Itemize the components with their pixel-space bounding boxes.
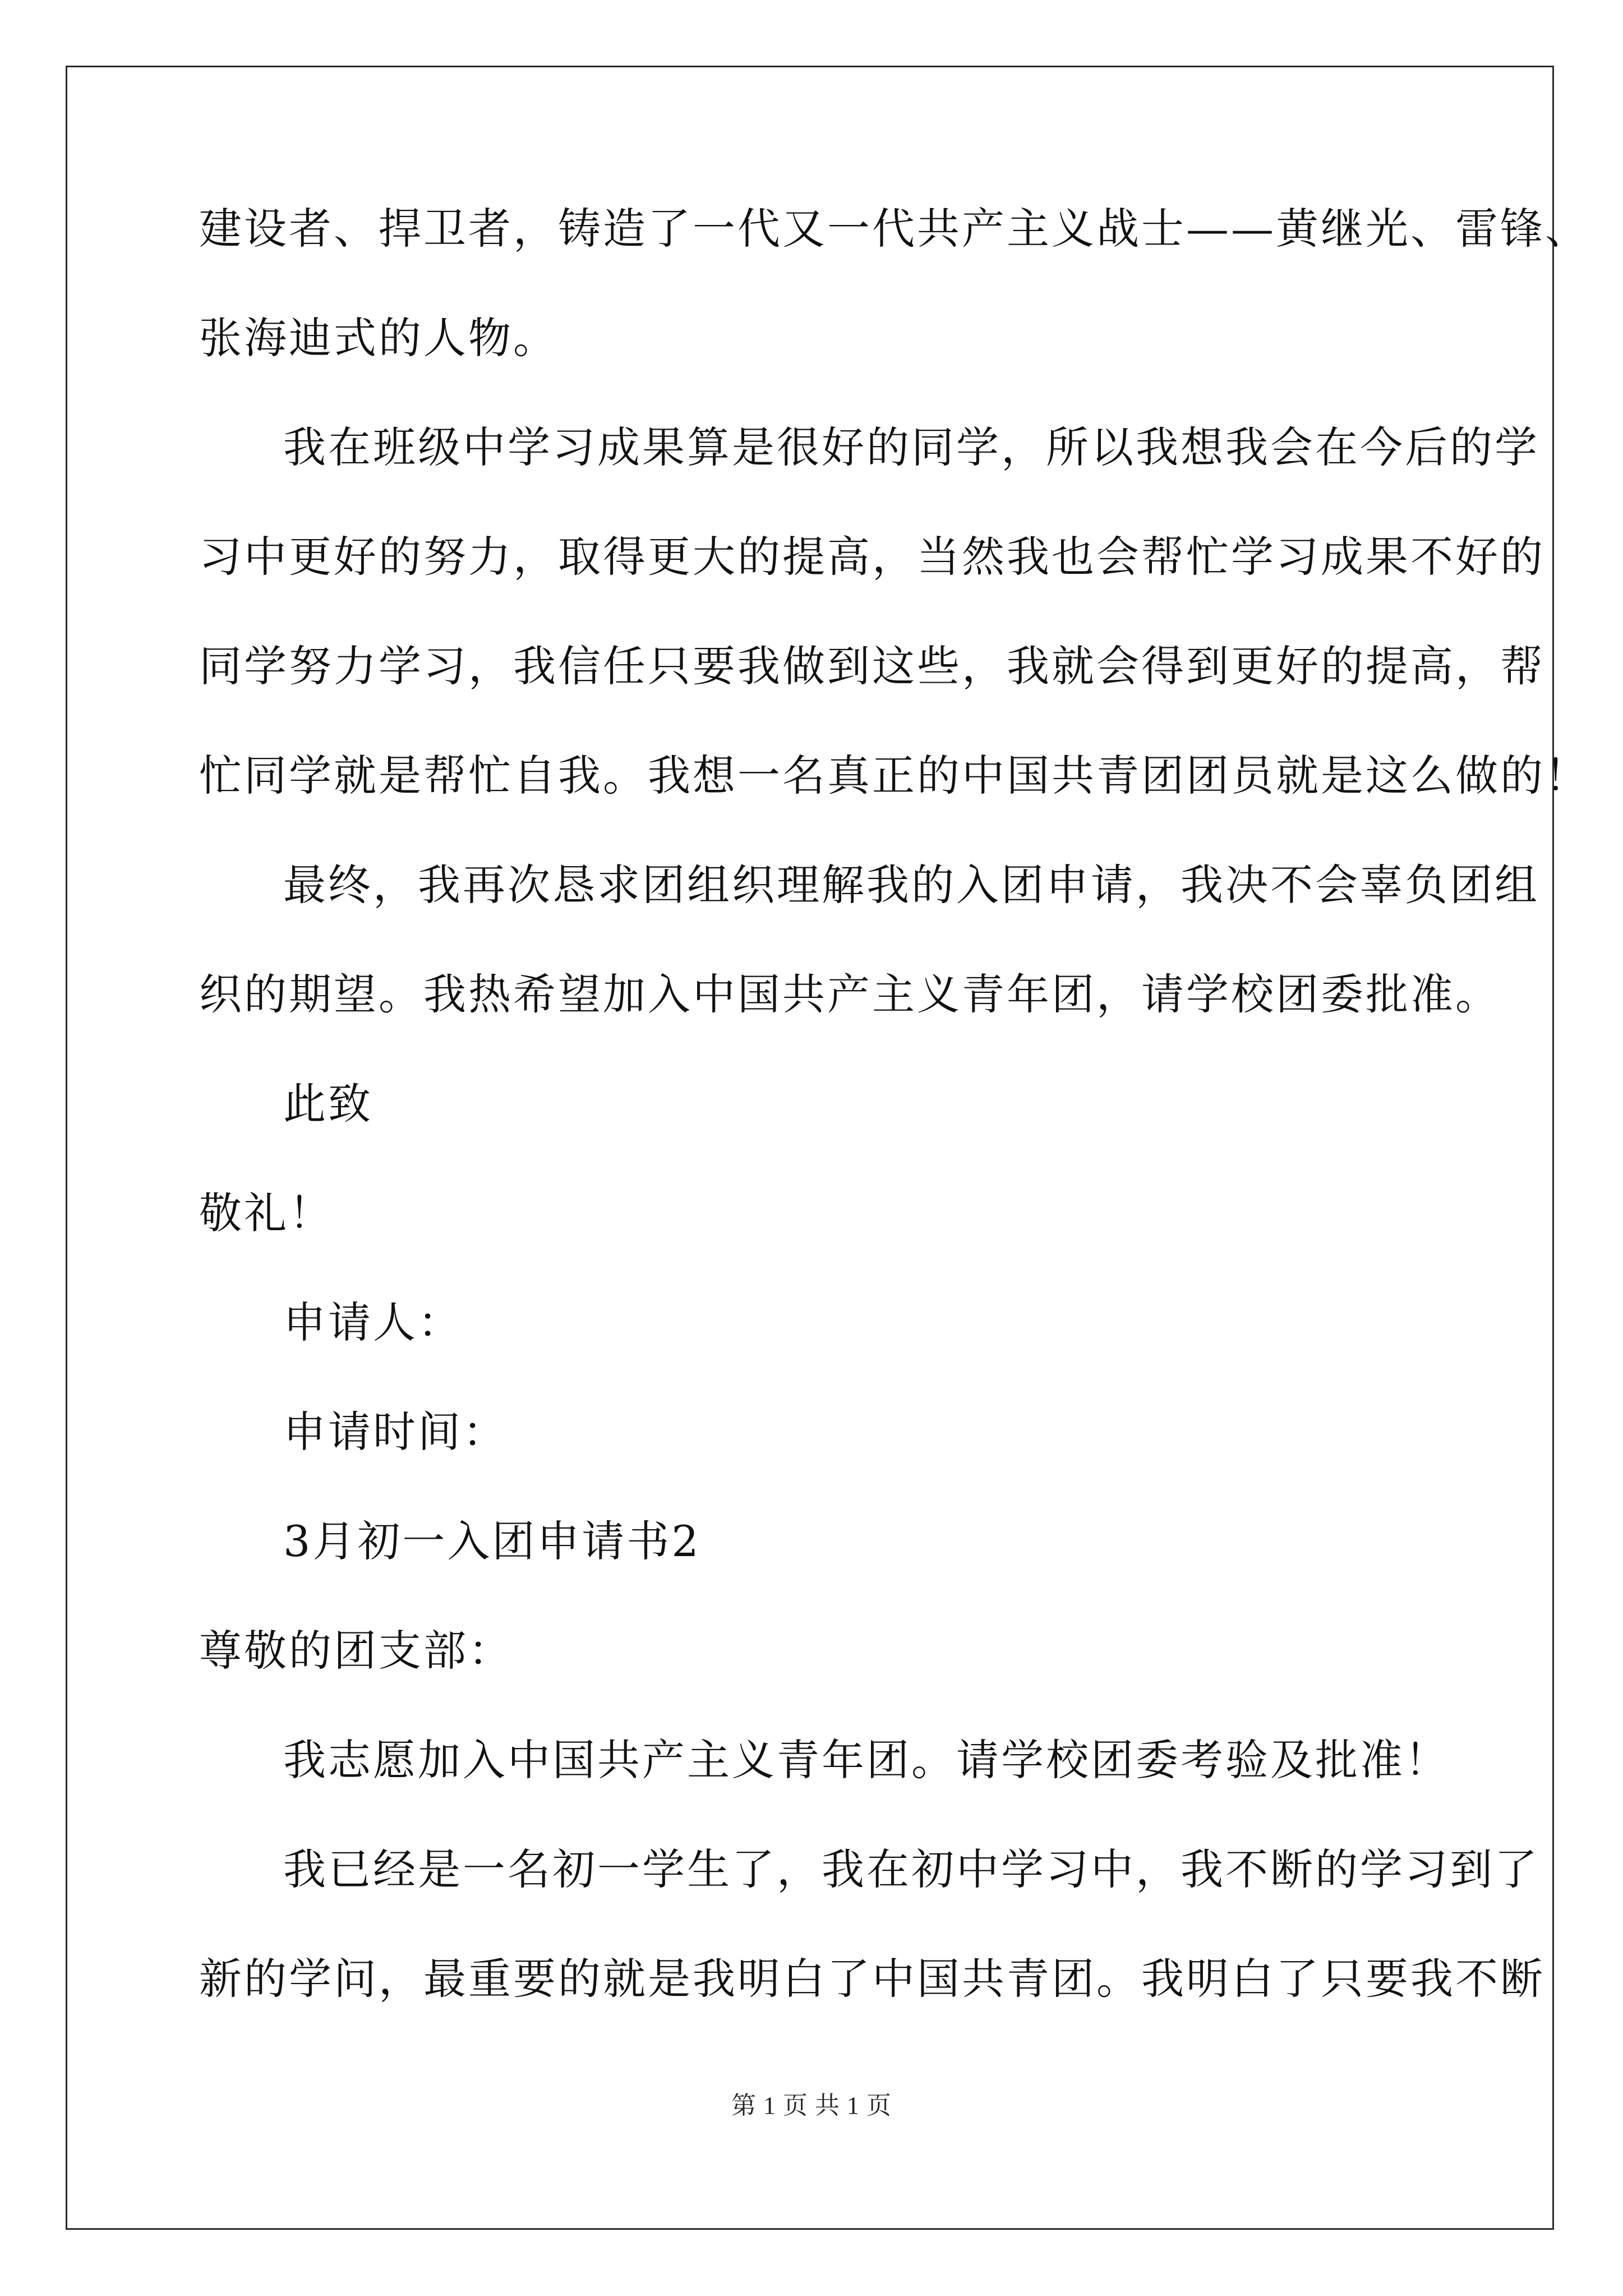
closing-regards: 敬礼！ <box>199 1188 334 1238</box>
body-line-6: 忙同学就是帮忙自我。我想一名真正的中国共青团团员就是这么做的！ <box>199 751 1590 800</box>
page-footer: 第 1 页 共 1 页 <box>731 2092 892 2119</box>
body-line-1: 建设者、捍卫者，铸造了一代又一代共产主义战士——黄继光、雷锋、 <box>199 204 1590 254</box>
greeting: 尊敬的团支部： <box>199 1626 513 1676</box>
closing-salutation: 此致 <box>283 1079 373 1129</box>
body-line-15: 我志愿加入中国共产主义青年团。请学校团委考验及批准！ <box>283 1735 1450 1785</box>
application-date-label: 申请时间： <box>283 1407 508 1457</box>
applicant-label: 申请人： <box>283 1297 463 1347</box>
body-line-17: 新的学问，最重要的就是我明白了中国共青团。我明白了只要我不断 <box>199 1954 1545 2004</box>
body-line-2: 张海迪式的人物。 <box>199 313 558 363</box>
body-line-7: 最终，我再次恳求团组织理解我的入团申请，我决不会辜负团组 <box>283 860 1539 910</box>
section-heading: 3月初一入团申请书2 <box>283 1516 701 1566</box>
body-line-5: 同学努力学习，我信任只要我做到这些，我就会得到更好的提高，帮 <box>199 641 1545 691</box>
body-line-8: 织的期望。我热希望加入中国共产主义青年团，请学校团委批准。 <box>199 969 1500 1019</box>
body-line-4: 习中更好的努力，取得更大的提高，当然我也会帮忙学习成果不好的 <box>199 532 1545 582</box>
page-border <box>66 66 1554 2230</box>
body-line-16: 我已经是一名初一学生了，我在初中学习中，我不断的学习到了 <box>283 1844 1539 1894</box>
body-line-3: 我在班级中学习成果算是很好的同学，所以我想我会在今后的学 <box>283 422 1539 472</box>
